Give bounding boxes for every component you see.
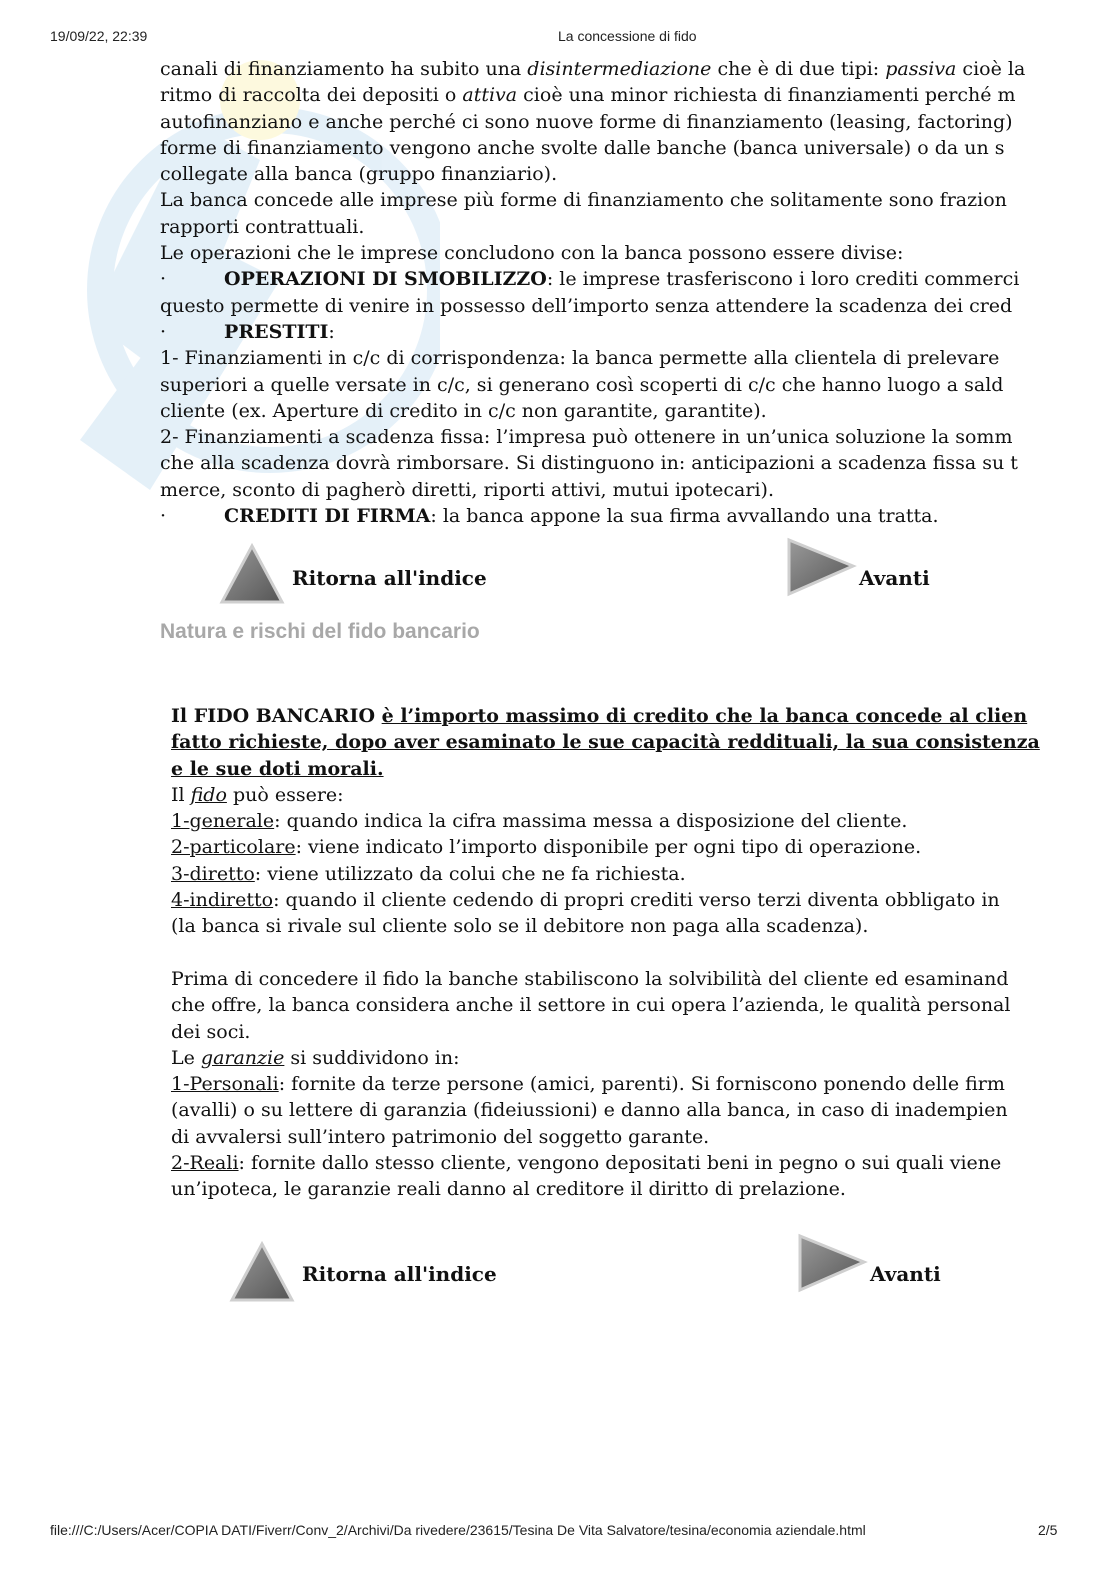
text-line: ritmo di raccolta dei depositi o attiva cioè una minor richiesta di finanziamenti perché m <box>160 84 1016 107</box>
section-heading: Natura e rischi del fido bancario <box>160 620 480 643</box>
list-item: 2-Reali: fornite dallo stesso cliente, vengono depositati beni in pegno o sui quali viene <box>171 1152 1002 1175</box>
text-line: La banca concede alle imprese più forme di finanziamento che solitamente sono frazion <box>160 189 1007 212</box>
list-item: 4-indiretto: quando il cliente cedendo di propri crediti verso terzi diventa obbligato in <box>171 889 1000 912</box>
list-item-crediti-firma: · CREDITI DI FIRMA: la banca appone la sua firma avvallando una tratta. <box>160 505 939 528</box>
list-item-smobilizzo: · OPERAZIONI DI SMOBILIZZO: le imprese trasferiscono i loro crediti commerci <box>160 268 1020 291</box>
text-line: rapporti contrattuali. <box>160 215 365 238</box>
text-line: questo permette di venire in possesso dell’importo senza attendere la scadenza dei cred <box>160 294 1013 317</box>
definition-line: Il FIDO BANCARIO è l’importo massimo di credito che la banca concede al clien <box>171 705 1028 727</box>
text-line: Il fido può essere: <box>171 783 344 806</box>
text-line: Prima di concedere il fido la banche stabiliscono la solvibilità del cliente ed esaminand <box>171 967 1009 990</box>
text-line: (avalli) o su lettere di garanzia (fideiussioni) e danno alla banca, in caso di inadempien <box>171 1099 1008 1122</box>
text-line: (la banca si rivale sul cliente solo se il debitore non paga alla scadenza). <box>171 915 869 938</box>
text-line: superiori a quelle versate in c/c, si generano così scoperti di c/c che hanno luogo a sald <box>160 373 1004 396</box>
text-line: 2- Finanziamenti a scadenza fissa: l’impresa può ottenere in un’unica soluzione la somm <box>160 426 1013 449</box>
list-item-prestiti: · PRESTITI: <box>160 320 335 343</box>
definition-line: e le sue doti morali. <box>171 757 384 780</box>
text-line: Le operazioni che le imprese concludono con la banca possono essere divise: <box>160 242 904 265</box>
text-line: canali di finanziamento ha subito una disintermediazione che è di due tipi: passiva cioè la <box>160 58 1026 80</box>
back-to-index-link[interactable] <box>228 1240 508 1320</box>
text-line: che offre, la banca considera anche il settore in cui opera l’azienda, le qualità personal <box>171 994 1011 1017</box>
file-url: file:///C:/Users/Acer/COPIA DATI/Fiverr/Conv_2/Archivi/Da rivedere/23615/Tesina De Vita Salvatore/tesina/economia aziendale.html <box>50 1522 866 1538</box>
text-line: che alla scadenza dovrà rimborsare. Si distinguono in: anticipazioni a scadenza fissa su t <box>160 452 1018 475</box>
next-label: Avanti <box>870 1262 941 1286</box>
text-line: collegate alla banca (gruppo finanziario). <box>160 163 558 186</box>
print-datetime: 19/09/22, 22:39 <box>50 28 148 44</box>
blank-line <box>171 940 1060 966</box>
page-title: La concessione di fido <box>558 28 697 44</box>
document-body-part1 <box>160 56 1060 529</box>
list-item: 2-particolare: viene indicato l’importo disponibile per ogni tipo di operazione. <box>171 836 922 859</box>
text-line: autofinanziano e anche perché ci sono nuove forme di finanziamento (leasing, factoring) <box>160 110 1013 133</box>
list-item: 1-generale: quando indica la cifra massima messa a disposizione del cliente. <box>171 810 908 833</box>
up-triangle-icon <box>228 1240 296 1304</box>
next-label: Avanti <box>859 566 930 590</box>
text-line: 1- Finanziamenti in c/c di corrispondenza: la banca permette alla clientela di prelevare <box>160 347 1000 370</box>
up-triangle-icon <box>218 542 286 606</box>
back-to-index-label: Ritorna all'indice <box>302 1262 497 1286</box>
text-line: di avvalersi sull’intero patrimonio del soggetto garante. <box>171 1125 710 1148</box>
right-triangle-icon <box>785 536 857 600</box>
text-line: Le garanzie si suddividono in: <box>171 1046 460 1069</box>
next-link[interactable] <box>796 1232 956 1312</box>
definition-line: fatto richieste, dopo aver esaminato le sue capacità reddituali, la sua consistenza <box>171 731 1040 754</box>
right-triangle-icon <box>796 1232 868 1296</box>
next-link[interactable] <box>785 536 945 616</box>
text-line: dei soci. <box>171 1020 251 1043</box>
text-line: forme di finanziamento vengono anche svolte dalle banche (banca universale) o da un s <box>160 136 1005 159</box>
text-line: cliente (ex. Aperture di credito in c/c non garantite, garantite). <box>160 399 767 422</box>
back-to-index-label: Ritorna all'indice <box>292 566 487 590</box>
text-line: merce, sconto di pagherò diretti, riporti attivi, mutui ipotecari). <box>160 478 774 501</box>
page-number: 2/5 <box>1038 1522 1058 1538</box>
list-item: 3-diretto: viene utilizzato da colui che ne fa richiesta. <box>171 862 686 885</box>
list-item: 1-Personali: fornite da terze persone (amici, parenti). Si forniscono ponendo delle firm <box>171 1073 1005 1096</box>
text-line: un’ipoteca, le garanzie reali danno al creditore il diritto di prelazione. <box>171 1178 846 1201</box>
document-body-part2 <box>171 703 1060 1203</box>
back-to-index-link[interactable] <box>218 542 498 622</box>
